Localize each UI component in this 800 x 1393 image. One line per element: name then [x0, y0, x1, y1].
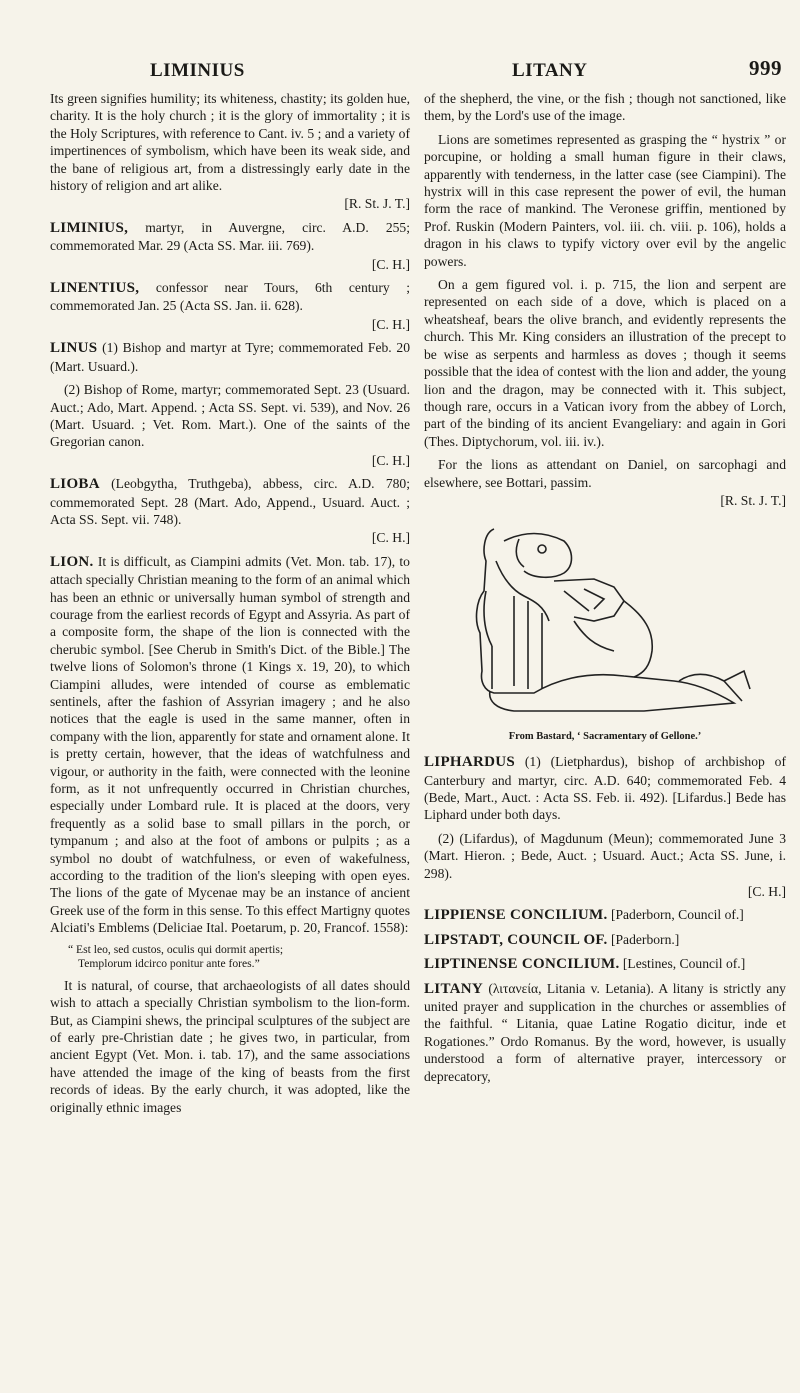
page-number: 999 — [749, 56, 782, 80]
entry-lipstadt: LIPSTADT, COUNCIL OF. [Paderborn.] — [424, 931, 680, 948]
headword: LIMINIUS, — [50, 219, 129, 236]
latin-quote: “ Est leo, sed custos, oculis qui dormit apertis; Templorum idcirco ponitur ante fores.” — [68, 942, 284, 970]
signature: [C. H.] — [747, 884, 786, 899]
headword: LION. — [50, 553, 94, 570]
paragraph: Lions are sometimes represented as grasping the “ hystrix ” or porcupine, or holding a small human figure in their claws, apparently with tenderness, in the latter case (see Ciampini). The hystrix will in this case represent the power of evil, the human form the race of mankind. The Veronese griffin, mentioned by Prof. Ruskin (Modern Painters, vol. iii. ch. viii. p. 106), holds a dragon in his claws to typify victory over evil by the angelic powers. — [424, 131, 786, 269]
entry-liphardus-2: (2) (Lifardus), of Magdunum (Meun); commemorated June 3 (Mart. Hieron. ; Bede, Auct. ; Usuard. Auct.; Acta SS. June, i. 298). [C. H.] — [424, 830, 786, 899]
paragraph: Its green signifies humility; its whiteness, chastity; its golden hue, charity. It is the holy church ; it is the glory of immortality ; it is the Holy Scriptures, with reference to Cant. iv. 5 ; and a variety of impertinences of symbolism, which have been its weak side, and the bane of religious art, from a distressingly early date in the history of religion and art alike. [R. St. J. T.] — [50, 91, 410, 212]
entry-lioba: LIOBA (Leobgytha, Truthgeba), abbess, circ. A.D. 780; commemorated Sept. 28 (Mart. Ado, Append., Usuard. Auct. ; Acta SS. Sept. vii. 748). [C. H.] — [50, 476, 410, 546]
headword: LITANY — [424, 980, 484, 997]
entry-linentius: LINENTIUS, confessor near Tours, 6th century ; commemorated Jan. 25 (Acta SS. Jan. ii. 628). [C. H.] — [50, 280, 410, 332]
paragraph: On a gem figured vol. i. p. 715, the lion and serpent are represented on each side of a dove, which is placed on a wheatsheaf, bears the olive branch, and evidently represents the church. This Mr. King considers an illustration of the precept to be wise as serpents and harmless as doves ; though it seems possible that the idea of contest with the lion and adder, the young lion and the dragon, may be connected with it. This subject, though rare, occurs in a Vatican ivory from the abbey of Lorch, part of the binding of its ancient Evangeliary: and again in Gori (Thes. Diptychorum, vol. iii. iv.). — [424, 277, 786, 449]
headword: LIPTINENSE CONCILIUM. — [424, 956, 620, 973]
paragraph: For the lions as attendant on Daniel, on sarcophagi and elsewhere, see Bottari, passim. [R. St. J. T.] — [424, 457, 786, 508]
running-head-left: LIMINIUS — [150, 60, 245, 81]
headword: LINENTIUS, — [50, 280, 140, 297]
entry-liptinense: LIPTINENSE CONCILIUM. [Lestines, Council of.] — [424, 956, 746, 973]
signature: [C. H.] — [371, 256, 410, 272]
paragraph: It is natural, of course, that archaeologists of all dates should wish to attach a specially Christian symbolism to the lion-form. But, as Ciampini shews, the principal sculptures of the subject are of early pre-Christian date ; he gives two, in particular, from ancient Egypt (Vet. Mon. i. tab. 17), and the same associations have attended the image of the king of beasts from the first records of ideas. By the early church, it was adopted, like the originally ethnic images — [50, 977, 410, 1115]
signature: [C. H.] — [371, 452, 410, 468]
signature: [C. H.] — [371, 530, 410, 546]
headword: LIOBA — [50, 476, 100, 493]
headword: LIPHARDUS — [424, 754, 516, 771]
paragraph: of the shepherd, the vine, or the fish ; though not sanctioned, like them, by the Lord's use of the image. — [424, 91, 786, 124]
headword: LIPSTADT, COUNCIL OF. — [424, 931, 608, 948]
lion-initial-illustration — [424, 521, 786, 721]
right-column — [424, 90, 786, 1091]
left-column — [50, 90, 410, 1122]
signature: [C. H.] — [371, 316, 410, 332]
running-head-right: LITANY — [512, 60, 588, 81]
entry-linus: LINUS (1) Bishop and martyr at Tyre; commemorated Feb. 20 (Mart. Usuard.). — [50, 340, 410, 374]
entry-lippiense: LIPPIENSE CONCILIUM. [Paderborn, Council of.] — [424, 907, 744, 924]
signature: [R. St. J. T.] — [720, 492, 786, 508]
entry-liphardus: LIPHARDUS (1) (Lietphardus), bishop of archbishop of Canterbury and martyr, circ. A.D. 640; commemorated Feb. 4 (Bede, Mart., Auct. : Acta SS. Feb. ii. 492). [Lifardus.] Bede has Liphard under both days. — [424, 754, 786, 823]
headword: LINUS — [50, 340, 98, 357]
entry-liminius: LIMINIUS, martyr, in Auvergne, circ. A.D. 255; commemorated Mar. 29 (Acta SS. Mar. iii. 769). [C. H.] — [50, 219, 410, 272]
entry-lion: LION. It is difficult, as Ciampini admits (Vet. Mon. tab. 17), to attach specially Christian meaning to the form of an animal which has been an ethnic or universally human symbol of strength and courage from the earliest records of Egypt and Assyria. As part of a composite form, the shape of the lion is connected with the cherubic symbol. [See Cherub in Smith's Dict. of the Bible.] The twelve lions of Solomon's throne (1 Kings x. 19, 20), to which Ciampini alludes, were intended of course as emblematic sentinels, after the fashion of Assyrian imagery ; and he also notices that the eagle is used in the same manner, often in company with the lion, apparently for state and ornament alone. It is pretty certain, however, that the ideas of watchfulness and vigour, or authority in the faith, were connected with the leonine form, as it not unfrequently occurred in Christian churches, especially under Lombard rule. It is placed at the doors, very frequently as a solid base to small pillars in the porch, or tympanum ; and also at the foot of ambons or pulpits ; as a symbol no doubt of watchfulness, or even of wakefulness, according to the tradition of the lion's sleeping with open eyes. The lions of the gate of Mycenae may be an instance of ancient Greek use of the form in this sense. To this effect Martigny quotes Alciati's Emblems (Deliciae Ital. Poetarum, p. 20, Francof. 1558): — [50, 553, 410, 936]
headword: LIPPIENSE CONCILIUM. — [424, 907, 608, 924]
figure-caption: From Bastard, ‘ Sacramentary of Gellone.’ — [508, 730, 702, 742]
entry-litany: LITANY (λιτανεία, Litania v. Letania). A litany is strictly any united prayer and supplication in the churches or assemblies of the faithful. “ Litania, quae Latine Rogatio dicitur, inde et Rogationes.” Ordo Romanus. By the word, however, is usually understood a form of alternative prayer, intercessory or deprecatory, — [424, 980, 786, 1084]
signature: [R. St. J. T.] — [344, 196, 410, 212]
entry-linus-2: (2) Bishop of Rome, martyr; commemorated Sept. 23 (Usuard. Auct.; Ado, Mart. Append. ; Acta SS. Sept. vi. 539), and Nov. 26 (Mart. Usuard. ; Vet. Rom. Mart.). One of the saints of the Gregorian canon. [C. H.] — [50, 382, 410, 468]
